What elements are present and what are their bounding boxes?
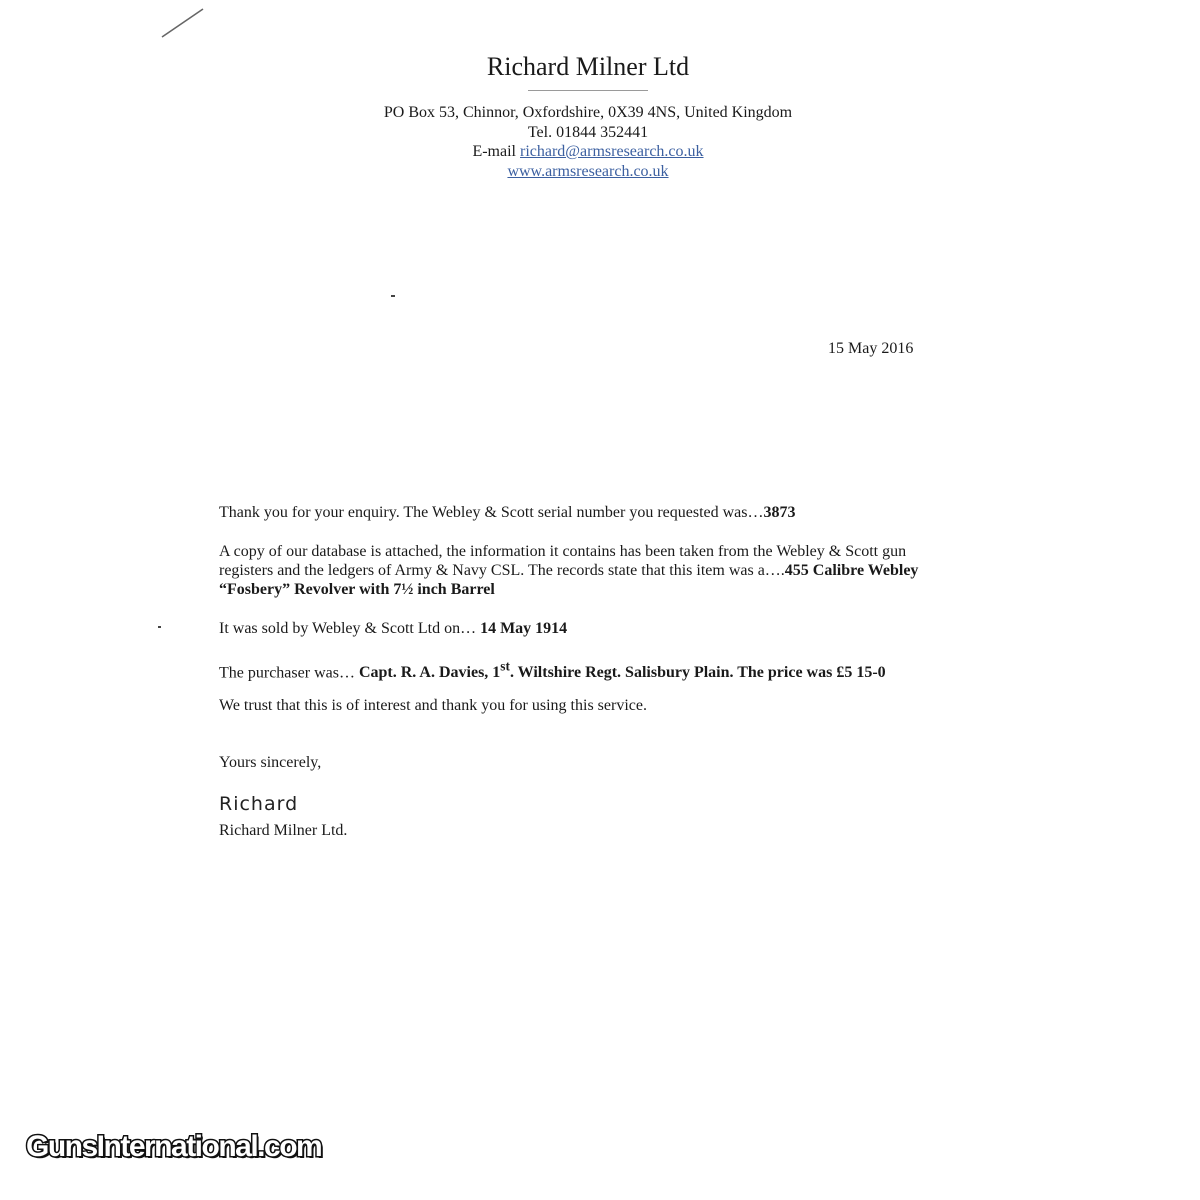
paragraph-thanks: We trust that this is of interest and thank you for using this service. bbox=[219, 697, 647, 714]
paragraph-purchaser bbox=[219, 657, 959, 682]
letterhead-rule bbox=[528, 90, 648, 91]
website-link[interactable]: www.armsresearch.co.uk bbox=[507, 162, 669, 180]
signature: Richard bbox=[219, 793, 299, 815]
paragraph-records-text: A copy of our database is attached, the information it contains has been taken from the Webley & Scott gun registers and the ledgers of Army & Navy CSL. The records state that this item was a…. bbox=[219, 543, 907, 579]
purchaser-ordinal: st bbox=[500, 659, 510, 674]
signoff: Richard Milner Ltd. bbox=[219, 822, 348, 839]
purchaser-regiment-price: . Wiltshire Regt. Salisbury Plain. The price was £5 15-0 bbox=[509, 664, 886, 682]
letterhead bbox=[288, 50, 888, 181]
company-name: Richard Milner Ltd bbox=[486, 52, 690, 81]
scan-speck bbox=[391, 295, 395, 297]
telephone-line: Tel. 01844 352441 bbox=[527, 123, 649, 141]
paragraph-serial bbox=[219, 503, 959, 522]
paragraph-sale-date bbox=[219, 619, 959, 638]
paragraph-records bbox=[219, 542, 959, 599]
watermark-logo: GunsInternational.com bbox=[26, 1130, 322, 1163]
paragraph-sale-text: It was sold by Webley & Scott Ltd on… bbox=[219, 620, 481, 637]
purchaser-name: Capt. R. A. Davies, 1 bbox=[358, 664, 501, 682]
address-line: PO Box 53, Chinnor, Oxfordshire, 0X39 4NS, United Kingdom bbox=[383, 104, 793, 121]
salutation: Yours sincerely, bbox=[219, 754, 322, 771]
email-link[interactable]: richard@armsresearch.co.uk bbox=[520, 143, 704, 160]
item-description: 455 Calibre Webley “Fosbery” Revolver with 7½ inch Barrel bbox=[219, 562, 919, 598]
sale-date: 14 May 1914 bbox=[480, 620, 568, 637]
scan-mark bbox=[160, 6, 206, 40]
scan-speck bbox=[158, 626, 161, 628]
email-label: E-mail bbox=[472, 143, 516, 160]
website-line bbox=[288, 162, 888, 182]
paragraph-purchaser-text: The purchaser was… bbox=[219, 664, 359, 682]
letter-date: 15 May 2016 bbox=[828, 340, 914, 357]
purchaser-details bbox=[358, 659, 886, 682]
email-line bbox=[288, 142, 888, 162]
paragraph-serial-text: Thank you for your enquiry. The Webley & Scott serial number you requested was… bbox=[219, 504, 764, 521]
serial-number: 3873 bbox=[763, 504, 796, 521]
